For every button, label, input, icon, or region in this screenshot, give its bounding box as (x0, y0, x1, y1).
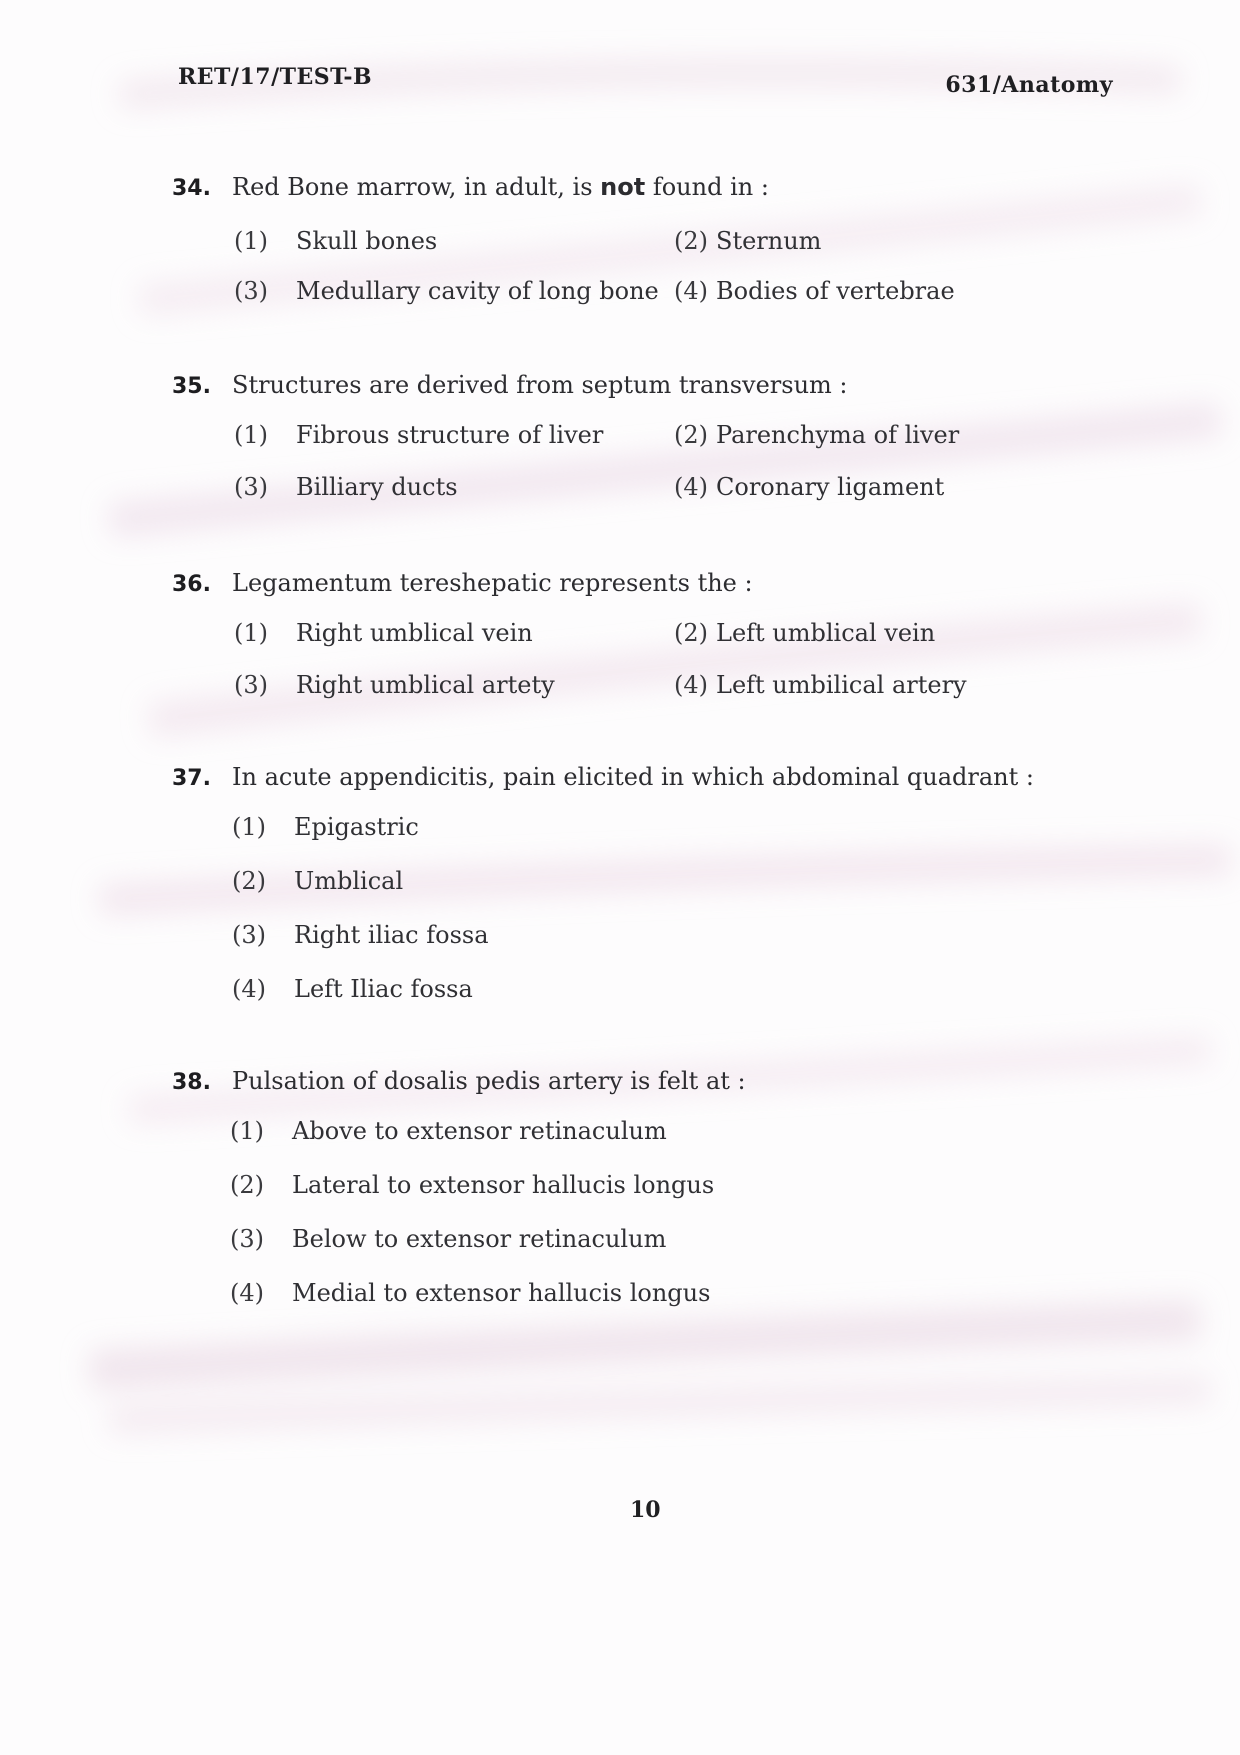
option-3[interactable]: (3) Billiary ducts (234, 473, 458, 501)
paper-code: RET/17/TEST-B (178, 64, 373, 90)
option-4[interactable]: (4) Left Iliac fossa (232, 975, 473, 1003)
options (230, 1116, 1092, 1310)
question-text: Pulsation of dosalis pedis artery is felt at : (232, 1067, 746, 1095)
question-stem (172, 762, 1092, 794)
option-1[interactable]: (1) Epigastric (232, 813, 419, 841)
question-36 (172, 568, 1092, 700)
option-2[interactable]: (2) Left umblical vein (674, 619, 936, 647)
option-1[interactable]: (1) Above to extensor retinaculum (230, 1117, 667, 1145)
option-1[interactable]: (1) Right umblical vein (234, 619, 533, 647)
option-4[interactable]: (4) Left umbilical artery (674, 671, 967, 699)
question-35 (172, 370, 1092, 502)
options (234, 420, 1092, 502)
question-text: Legamentum tereshepatic represents the : (232, 569, 753, 597)
option-2[interactable]: (2) Sternum (674, 227, 822, 255)
question-38 (172, 1066, 1092, 1332)
question-number: 35. (172, 374, 211, 399)
option-1[interactable]: (1) Fibrous structure of liver (234, 421, 604, 449)
question-37 (172, 762, 1092, 1028)
question-text: Structures are derived from septum transversum : (232, 371, 848, 399)
question-text: Red Bone marrow, in adult, is not found in : (232, 173, 769, 201)
question-number: 37. (172, 766, 211, 791)
option-3[interactable]: (3) Below to extensor retinaculum (230, 1225, 667, 1253)
question-text: In acute appendicitis, pain elicited in which abdominal quadrant : (232, 763, 1034, 791)
question-number: 34. (172, 176, 211, 201)
question-stem (172, 370, 1092, 402)
page-number: 10 (630, 1497, 661, 1523)
option-2[interactable]: (2) Parenchyma of liver (674, 421, 960, 449)
option-4[interactable]: (4) Coronary ligament (674, 473, 945, 501)
option-2[interactable]: (2) Umblical (232, 867, 404, 895)
options (232, 812, 1092, 1006)
question-stem (172, 172, 1092, 204)
option-1[interactable]: (1) Skull bones (234, 227, 438, 255)
option-3[interactable]: (3) Right umblical artety (234, 671, 555, 699)
option-3[interactable]: (3) Medullary cavity of long bone (234, 277, 659, 305)
option-3[interactable]: (3) Right iliac fossa (232, 921, 489, 949)
options (234, 618, 1092, 700)
option-4[interactable]: (4) Bodies of vertebrae (674, 277, 955, 305)
question-number: 38. (172, 1070, 211, 1095)
question-stem (172, 1066, 1092, 1098)
option-4[interactable]: (4) Medial to extensor hallucis longus (230, 1279, 711, 1307)
question-number: 36. (172, 572, 211, 597)
question-34 (172, 172, 1092, 306)
question-stem (172, 568, 1092, 600)
option-2[interactable]: (2) Lateral to extensor hallucis longus (230, 1171, 715, 1199)
options (234, 226, 1092, 306)
subject-code: 631/Anatomy (945, 72, 1113, 98)
